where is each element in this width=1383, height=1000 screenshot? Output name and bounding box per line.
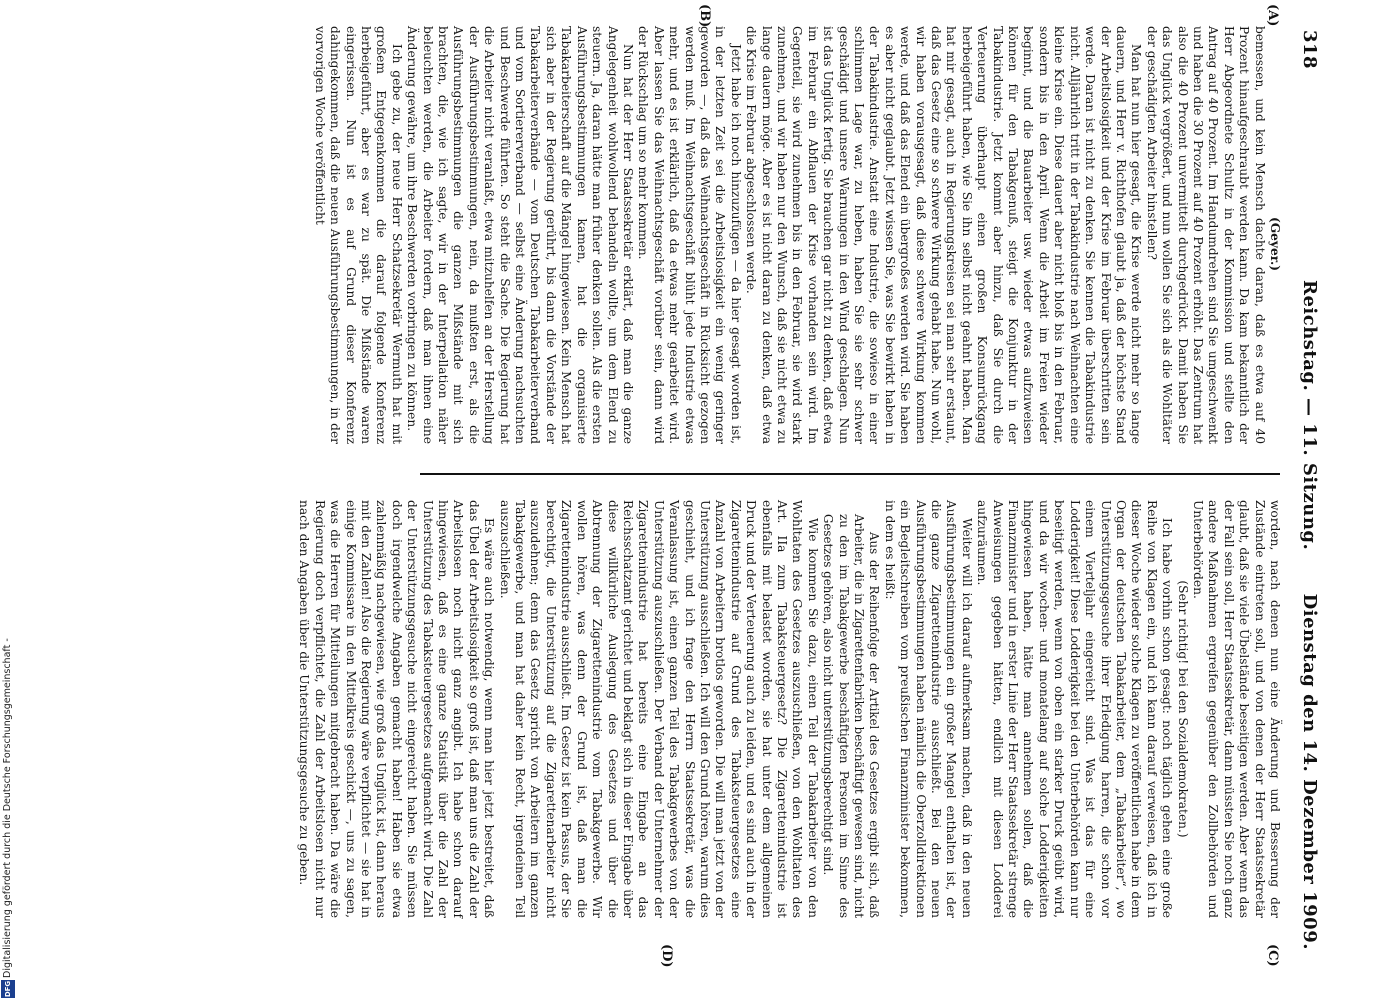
paragraph: Es wäre auch notwendig, wenn man hier jetzt bestreitet, daß das Übel der Arbeitslosigkeit so groß ist, daß man uns die Zahl der Arbeitslosen noch nicht ganz angibt. Ich habe schon darauf hingewiesen, daß es eine ganze Statistik über die Zahl der Unterstützung des Tabaksteuergesetzes aufgemacht wird. Die Zahl der Unterstützungsgesuche nicht eingereicht haben. Sie müssen doch irgendwelche Angaben gemacht haben! Haben sie etwa zahlenmäßig nachgewiesen, wie groß das Unglück ist, dann heraus mit den Zahlen! Also die Regierung wäre verpflichtet — sie hat in einige Kommissare in den Mittelkreis geschickt —, uns zu sagen, was die Herren für Mitteilungen mitgebracht haben. Da wäre die Regierung doch verpflichtet, die Zahl der Arbeitslosen nicht nur nach den Angaben über die Unterstützungsgesuche zu geben. bbox=[297, 500, 497, 918]
paragraph: Ich gebe zu, der neue Herr Schatzsekretär Wermuth hat mit großem Entgegenkommen die darauf folgende Konferenz herbeigeführt, aber es war zu spät. Die Mißstände waren eingerissen. Nun ist es auf Grund dieser Konferenz dahingekommen, daß die neuen Ausführungsbestimmungen, in der vorvorigen Woche veröffentlicht bbox=[312, 26, 404, 444]
interjection: (Sehr richtig! bei den Sozialdemokraten.) bbox=[1175, 580, 1190, 838]
dfg-logo-text: DFG bbox=[4, 980, 12, 998]
paragraph: Man hat nun hier gesagt, die Krise werde nicht mehr so lange dauern, und Herr v. Richthofen glaubt ja, daß der höchste Stand der Arbeitslosigkeit und der Krise im Februar überschritten sein werde. Daran ist nicht zu denken. Sie kennen die Tabakindustrie nicht. Alljährlich tritt in der Tabakindustrie nach Weihnachten eine kleine Krise ein. Diese dauert aber nicht bloß bis in den Februar, sondern bis in den April. Wenn die Arbeit im Freien wieder beginnt, und die Bauarbeiter usw. wieder etwas aufzuweisen können für den Tabakgenuß, steigt die Konjunktur in der Tabakindustrie. Jetzt kommt aber hinzu, daß Sie durch die Verteuerung überhaupt einen großen Konsumrückgang herbeigeführt haben, wie Sie ihn selbst nicht geahnt haben. Man hat mir gesagt, auch in Regierungskreisen sei man sehr erstaunt, daß das Gesetz eine so schwere Wirkung gehabt habe. Nun wohl, wir haben vorausgesagt, daß diese schwere Wirkung kommen werde, und daß das Elend ein übergroßes werden wird. Sie haben es aber nicht geglaubt. Jetzt wissen Sie, was Sie bewirkt haben in der Tabakindustrie. Anstatt eine Industrie, die sowieso in einer schlimmen Lage war, zu heben, haben Sie sie sehr schwer geschädigt und unsere Warnungen in den Wind geschlagen. Nun ist das Unglück fertig. Sie brauchen gar nicht zu denken, daß etwa im Februar ein Abflauen der Krise vorhanden sein wird. Im Gegenteil, sie wird zunehmen bis in den Februar, sie wird stark zunehmen, und wir haben nur den Wunsch, daß sie nicht etwa zu lange dauern möge. Aber es ist nicht daran zu denken, daß etwa die Krise im Februar abgeschlossen werde. bbox=[744, 26, 1144, 444]
running-header bbox=[1284, 30, 1324, 950]
margin-mark-c: (C) bbox=[1265, 944, 1280, 967]
paragraph: bemessen, und kein Mensch dachte daran, daß es etwa auf 40 Prozent hinaufgeschraubt werden kann. Da kam bekanntlich der Herr Abgeordnete Schultz in der Kommission und stellte den Antrag auf 40 Prozent. Im Handumdrehen sind Sie umgeschwenkt und haben die 30 Prozent auf 40 Prozent erhöht. Das Zentrum hat also die 40 Prozent unvermittelt durchgedrückt. Damit haben Sie das Unglück vergrößert, und nun wollen Sie sich als die Wohltäter der geschädigten Arbeiter hinstellen? bbox=[1144, 26, 1267, 444]
paragraph: Ich habe vorhin schon gesagt: noch täglich gehen eine große Reihe von Klagen ein, und ich kann darauf verweisen, daß ich in dieser Woche wieder solche Klagen zu veröffentlichen habe in dem Organ der deutschen Tabakarbeiter, dem „Tabakarbeiter“, wo Unterstützungsgesuche ihrer Erledigung harren, die schon vor einem Vierteljahr eingereicht sind. Was ist das für eine Lodderigkeit! Diese Lodderigkeit bei den Unterbehörden kann nur beseitigt werden, wenn von oben ein starker Druck geübt wird, und da wir wochen- und monatelang auf solche Lodderigkeiten hingewiesen haben, hätte man annehmen sollen, daß die Finanzminister und in erster Linie der Herr Staatssekretär strenge Anweisungen gegeben hätten, endlich mit diesen Lodderei aufzuräumen. bbox=[975, 500, 1175, 918]
quotation: Aus der Reihenfolge der Artikel des Gesetzes ergibt sich, daß Arbeiter, die in Zigarettenfabriken beschäftigt gewesen sind, nicht zu den im Tabakgewerbe beschäftigten Personen im Sinne des Gesetzes gehören, also nicht unterstützungsberechtigt sind. bbox=[821, 514, 882, 918]
column-divider bbox=[420, 473, 1280, 475]
digitization-note bbox=[2, 458, 14, 978]
margin-mark-a: (A) bbox=[1265, 4, 1280, 27]
left-column bbox=[311, 26, 1282, 444]
paragraph: Wie kommen Sie dazu, einen Teil der Tabakarbeiter von den Wohltaten des Gesetzes auszuschließen, von den Wohltaten des Art. IIa zum Tabaksteuergesetz? Die Zigarettenindustrie ist ebenfalls mit belastet worden, sie hat unter dem allgemeinen Druck und der Verteuerung auch zu leiden, und es sind auch in der Zigarettenindustrie auf Grund des Tabaksteuergesetzes eine Anzahl von Arbeitern brotlos geworden. Die will man jetzt von der Unterstützung ausschließen. Ich will den Grund hören, warum dies geschieht, und ich frage den Herrn Staatssekretär, was die Veranlassung ist, einen ganzen Teil des Tabakgewerbes von der Unterstützung auszuschließen. Der Verband der Unternehmer der Zigarettenindustrie hat bereits eine Eingabe an das Reichsschatzamt gerichtet und beklagt sich in dieser Eingabe über diese willkürliche Auslegung des Gesetzes und über die Abtrennung der Zigarettenindustrie vom Tabakgewerbe. Wir wollen hören, was denn der Grund ist, daß man die Zigarettenindustrie ausschließt. Im Gesetz ist kein Passus, der Sie berechtigt, die Unterstützung auf die Zigarettenarbeiter nicht auszudehnen; denn das Gesetz spricht von Arbeitern im ganzen Tabakgewerbe, und man hat daher kein Recht, irgendeinen Teil auszuschließen. bbox=[497, 500, 820, 918]
margin-mark-b: (B) bbox=[697, 4, 712, 28]
session-title: Reichstag. — 11. Sitzung. bbox=[1299, 280, 1320, 551]
page-number: 318 bbox=[1299, 30, 1320, 70]
paragraph: Jetzt habe ich noch hinzuzufügen — da hier gesagt worden ist, in der letzten Zeit sei die Arbeitslosigkeit ein wenig geringer geworden —, daß das Weihnachtsgeschäft in Rücksicht gezogen werden muß. Im Weihnachtsgeschäft blüht jede Industrie etwas mehr, und es ist erklärlich, daß da etwas mehr gearbeitet wird. Aber lassen Sie das Weihnachtsgeschäft vorüber sein, dann wird der Rückschlag um so mehr kommen. bbox=[636, 26, 743, 444]
paragraph: worden, nach denen nun eine Änderung und Besserung der Zustände eintreten soll, und von denen der Herr Staatssekretär glaubt, daß sie viele Übelstände beseitigen werden. Aber wenn das der Fall sein soll, Herr Staatssekretär, dann müssten Sie noch ganz andere Maßnahmen ergreifen gegenüber den Zollbehörden und Unterbehörden. bbox=[1190, 500, 1282, 918]
speaker-label: (Geyer.) bbox=[1268, 216, 1282, 272]
dfg-logo bbox=[1, 980, 15, 998]
margin-mark-d: (D) bbox=[659, 944, 674, 968]
session-date: Dienstag den 14. Dezember 1909. bbox=[1299, 593, 1320, 950]
digitization-note-text: Digitalisierung gefördert durch die Deutsche Forschungsgemeinschaft - bbox=[2, 638, 13, 978]
paragraph: Weiter will ich darauf aufmerksam machen, daß in den neuen Ausführungsbestimmungen ein großer Mangel enthalten ist, der die ganze Zigarettenindustrie ausschließt. Bei den neuen Ausführungsbestimmungen haben nämlich die Oberzolldirektionen ein Begleitschreiben vom preußischen Finanzminister bekommen, in dem es heißt: bbox=[882, 500, 974, 918]
paragraph: Nun hat der Herr Staatssekretär erklärt, daß man die ganze Angelegenheit wohlwollend behandeln wollte, um dem Elend zu steuern. Ja, daran hätte man früher denken sollen. Als die ersten Ausführungsbestimmungen kamen, hat die organisierte Tabakarbeiterschaft auf die Mängel hingewiesen. Kein Mensch hat sich aber in der Regierung gerührt, bis dann die Vorstände der Tabakarbeiterverbände — vom Deutschen Tabakarbeiterverband und vom Sortiererverband — selbst eine Änderung nachsuchten und Beschwerde führten. So steht die Sache. Die Regierung hat die Arbeiter nicht veranlaßt, etwa mitzuhelfen an der Herstellung der Ausführungsbestimmungen, nein, da mußten erst, als die Ausführungsbestimmungen die ganzen Mißstände mit sich brachten, die, wie ich sagte, wir in der Interpellation näher beleuchten werden, die Arbeiter fordern, daß man ihnen eine Änderung gewähre, um ihre Beschwerden vorbringen zu können. bbox=[405, 26, 635, 444]
right-column bbox=[296, 500, 1282, 918]
